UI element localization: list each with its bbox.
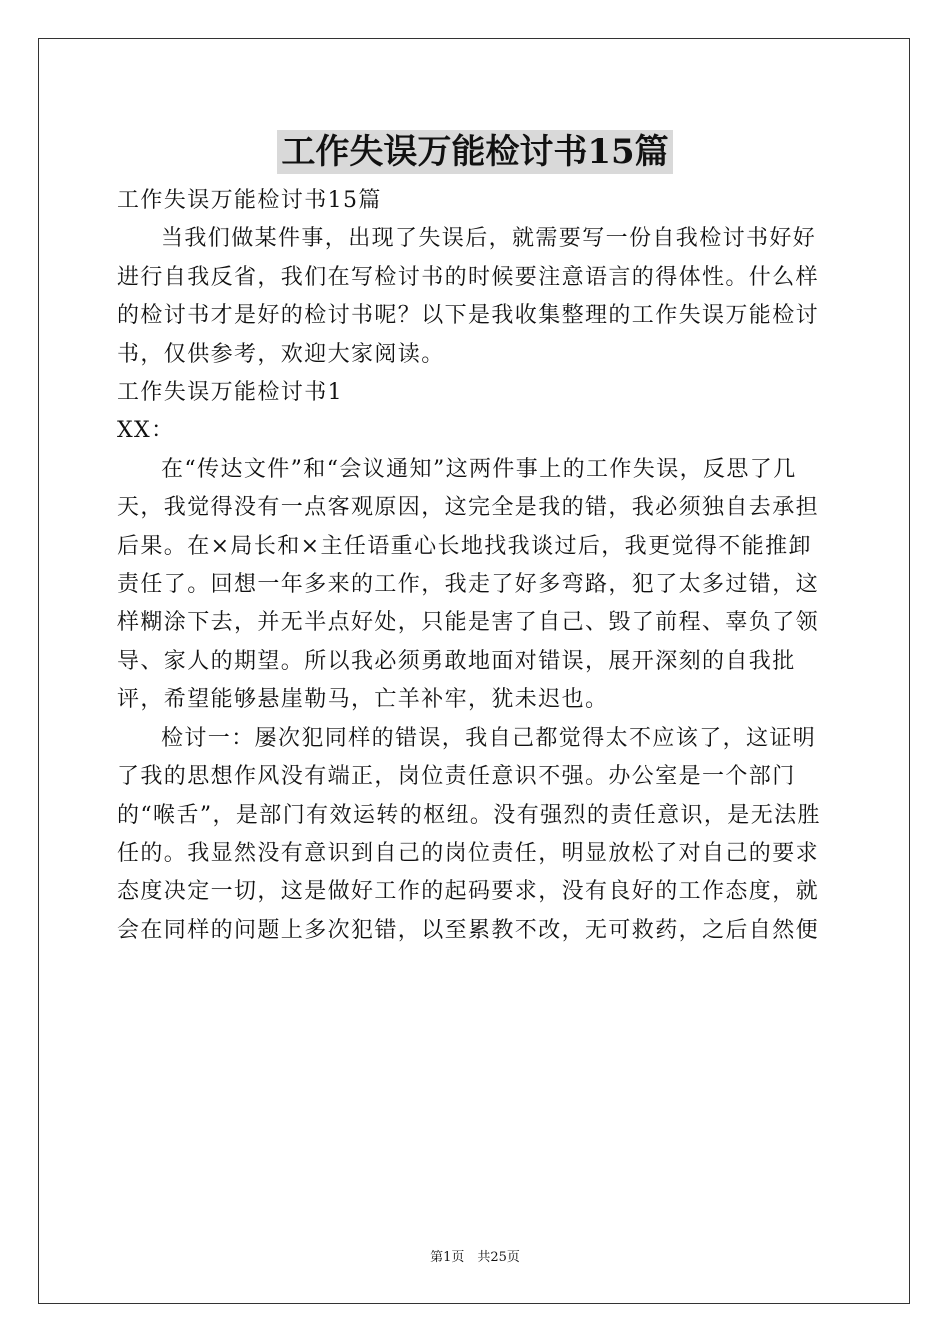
section-heading: 工作失误万能检讨书1 xyxy=(117,380,343,406)
salutation: XX： xyxy=(117,418,175,444)
document-title: 工作失误万能检讨书15篇 xyxy=(277,130,672,174)
document-body xyxy=(117,182,833,950)
paragraph-intro: 当我们做某件事，出现了失误后，就需要写一份自我检讨书好好进行自我反省，我们在写检讨书的时候要注意语言的得体性。什么样的检讨书才是好的检讨书呢？以下是我收集整理的工作失误万能检讨书，仅供参考，欢迎大家阅读。 xyxy=(117,226,820,367)
paragraph-body-1: 在“传达文件”和“会议通知”这两件事上的工作失误，反思了几天，我觉得没有一点客观原因，这完全是我的错，我必须独自去承担后果。在×局长和×主任语重心长地找我谈过后，我更觉得不能推卸责任了。回想一年多来的工作，我走了好多弯路，犯了太多过错，这样糊涂下去，并无半点好处，只能是害了自己、毁了前程、辜负了领导、家人的期望。所以我必须勇敢地面对错误，展开深刻的自我批评，希望能够悬崖勒马，亡羊补牢，犹未迟也。 xyxy=(117,456,820,713)
paragraph-subtitle: 工作失误万能检讨书15篇 xyxy=(117,188,382,213)
document-title-block xyxy=(0,130,950,174)
paragraph-body-2: 检讨一：屡次犯同样的错误，我自己都觉得太不应该了，这证明了我的思想作风没有端正，岗位责任意识不强。办公室是一个部门的“喉舌”，是部门有效运转的枢纽。没有强烈的责任意识，是无法胜任的。我显然没有意识到自己的岗位责任，明显放松了对自己的要求态度决定一切，这是做好工作的起码要求，没有良好的工作态度，就会在同样的问题上多次犯错，以至累教不改，无可救药，之后自然便 xyxy=(117,725,821,943)
page-number-footer: 第1页 共25页 xyxy=(430,1250,520,1265)
